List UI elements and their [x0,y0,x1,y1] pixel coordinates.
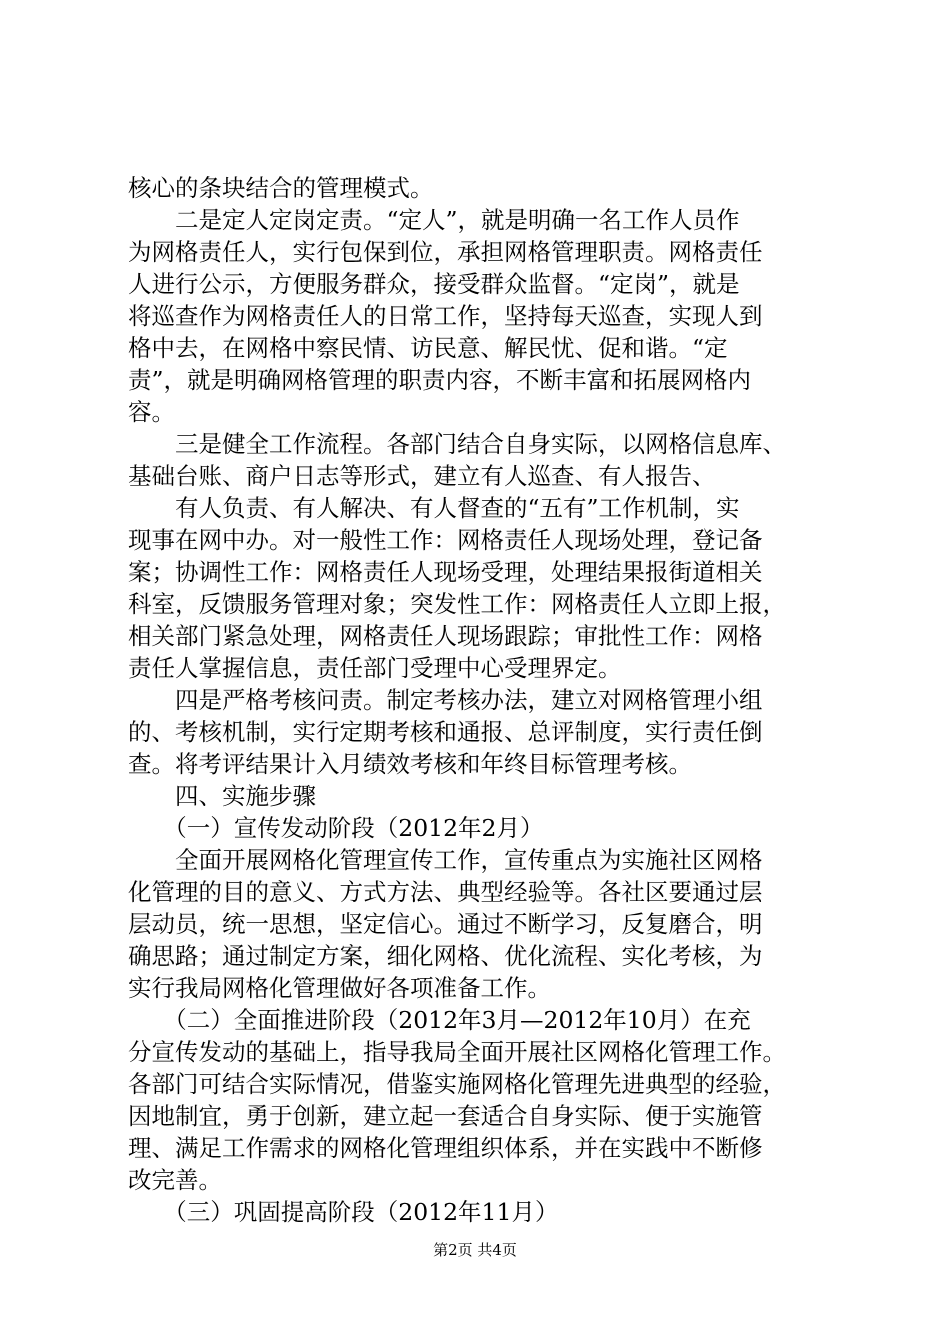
text-line: 将巡查作为网格责任人的日常工作，坚持每天巡查，实现人到 [128,302,763,330]
text-line: 改完善。 [128,1166,222,1194]
text-line: 层动员，统一思想，坚定信心。通过不断学习，反复磨合，明 [128,910,763,938]
text-line: 实行我局网格化管理做好各项准备工作。 [128,974,551,1002]
subsection-heading: （一）宣传发动阶段（2012年2月） [128,814,544,842]
text-line: 化管理的目的意义、方式方法、典型经验等。各社区要通过层 [128,878,763,906]
text-line: 理、满足工作需求的网格化管理组织体系，并在实践中不断修 [128,1134,763,1162]
text-line: 全面开展网格化管理宣传工作，宣传重点为实施社区网格 [128,846,763,874]
subsection-heading: （二）全面推进阶段（2012年3月—2012年10月）在充 [128,1006,751,1034]
text-line: 因地制宜，勇于创新，建立起一套适合自身实际、便于实施管 [128,1102,763,1130]
text-line: 核心的条块结合的管理模式。 [128,174,434,202]
text-line: 人进行公示，方便服务群众，接受群众监督。“定岗”，就是 [128,270,740,298]
section-heading: 四、实施步骤 [128,782,316,810]
text-line: 基础台账、商户日志等形式，建立有人巡查、有人报告、 [128,462,716,490]
text-line: 现事在网中办。对一般性工作：网格责任人现场处理，登记备 [128,526,763,554]
text-line: 责任人掌握信息，责任部门受理中心受理界定。 [128,654,622,682]
text-line: 案；协调性工作：网格责任人现场受理，处理结果报街道相关 [128,558,763,586]
text-line: 责”，就是明确网格管理的职责内容，不断丰富和拓展网格内 [128,366,752,394]
text-line: 三是健全工作流程。各部门结合自身实际，以网格信息库、 [128,430,786,458]
text-line: 相关部门紧急处理，网格责任人现场跟踪；审批性工作：网格 [128,622,763,650]
text-line: 有人负责、有人解决、有人督查的“五有”工作机制，实 [128,494,740,522]
text-line: 四是严格考核问责。制定考核办法，建立对网格管理小组 [128,686,763,714]
text-line: 格中去，在网格中察民情、访民意、解民忧、促和谐。“定 [128,334,728,362]
page-number-footer: 第2页 共4页 [433,1241,517,1259]
text-line: 容。 [128,398,175,426]
text-line: 确思路；通过制定方案，细化网格、优化流程、实化考核，为 [128,942,763,970]
text-line: 科室，反馈服务管理对象；突发性工作：网格责任人立即上报， [128,590,786,618]
text-line: 分宣传发动的基础上，指导我局全面开展社区网格化管理工作。 [128,1038,786,1066]
text-line: 二是定人定岗定责。“定人”，就是明确一名工作人员作 [128,206,740,234]
text-line: 的、考核机制，实行定期考核和通报、总评制度，实行责任倒 [128,718,763,746]
text-line: 为网格责任人，实行包保到位，承担网格管理职责。网格责任 [128,238,763,266]
subsection-heading: （三）巩固提高阶段（2012年11月） [128,1198,559,1226]
text-line: 查。将考评结果计入月绩效考核和年终目标管理考核。 [128,750,692,778]
text-line: 各部门可结合实际情况，借鉴实施网格化管理先进典型的经验， [128,1070,786,1098]
